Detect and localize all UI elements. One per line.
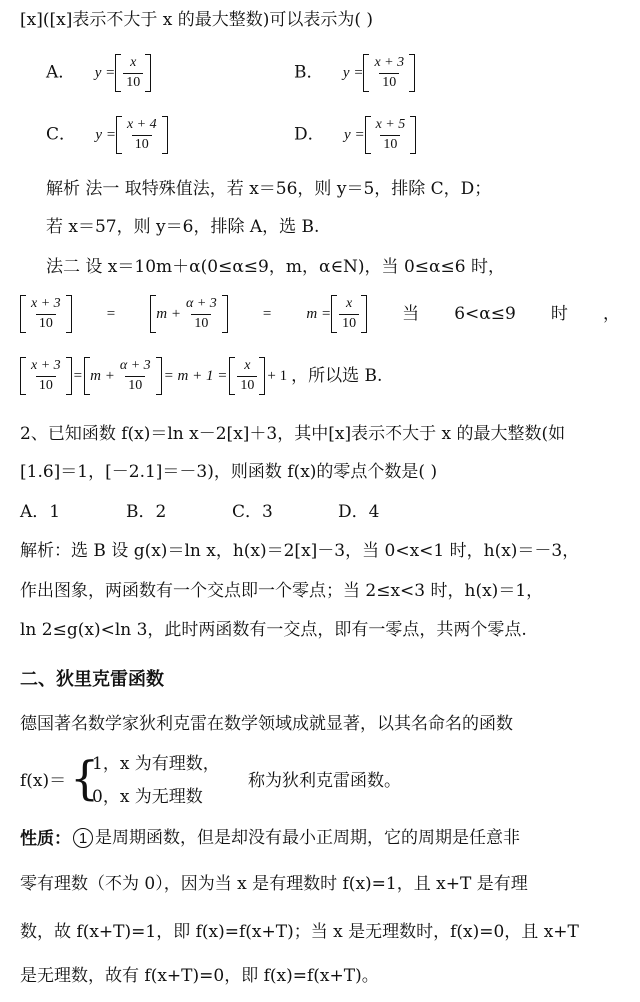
- q2-option-b: B．2: [126, 502, 167, 522]
- property-line-4: 是无理数，故有 f(x+T)=0，即 f(x)=f(x+T)。: [20, 966, 379, 986]
- option-lhs: y =: [95, 126, 116, 143]
- property-line-3: 数，故 f(x+T)=1，即 f(x)=f(x+T)；当 x 是无理数时，f(x)=0，且 x+T: [20, 922, 579, 942]
- frac-denominator: 10: [36, 314, 56, 332]
- fx-label: f(x)＝: [20, 771, 67, 791]
- conclusion: ，所以选 B.: [291, 365, 383, 386]
- frac-denominator: 10: [379, 73, 399, 91]
- frac-numerator: x: [345, 295, 353, 311]
- frac-numerator: x + 4: [126, 116, 157, 132]
- q2-option-c: C．3: [232, 502, 273, 522]
- q1-option-b: [294, 54, 415, 92]
- option-lhs: y =: [342, 64, 364, 81]
- dirichlet-named: 称为狄利克雷函数。: [248, 771, 401, 791]
- frac-denominator: 10: [125, 376, 145, 394]
- q1-math-line-2: [20, 357, 382, 395]
- frac-denominator: 10: [191, 314, 211, 332]
- frac-numerator: x + 3: [374, 54, 405, 70]
- option-label: D．: [294, 124, 325, 145]
- frac-numerator: α + 3: [185, 295, 217, 311]
- circled-number: 1: [73, 828, 93, 848]
- property-line-2: 零有理数（不为 0），因为当 x 是有理数时 f(x)=1，且 x+T 是有理: [20, 874, 528, 894]
- case-irrational: 0，x 为无理数: [92, 787, 203, 807]
- m-plus: m +: [90, 367, 115, 384]
- q2-stem-line-2: [1.6]＝1，[－2.1]＝－3)，则函数 f(x)的零点个数是( ): [20, 462, 438, 482]
- frac-numerator: x + 3: [31, 357, 61, 373]
- property-line-1: [20, 828, 520, 848]
- frac-denominator: 10: [36, 376, 56, 394]
- comma: ，: [602, 303, 620, 324]
- q2-stem-line-1: 2、已知函数 f(x)＝ln x－2[x]＋3，其中[x]表示不大于 x 的最大整数(如: [20, 424, 566, 444]
- time-word: 时: [550, 303, 568, 324]
- when-word: 当: [402, 303, 420, 324]
- q2-option-d: D．4: [338, 502, 380, 522]
- q1-analysis-line-2: 若 x＝57，则 y＝6，排除 A，选 B.: [46, 217, 320, 237]
- q1-math-line-1: [20, 295, 620, 333]
- frac-numerator: x: [244, 357, 251, 373]
- frac-denominator: 10: [339, 314, 359, 332]
- condition: 6<α≤9: [454, 303, 516, 324]
- q2-analysis-line-1: 解析：选 B 设 g(x)＝ln x，h(x)＝2[x]－3，当 0<x<1 时，h(x)＝－3，: [20, 541, 580, 561]
- frac-denominator: 10: [380, 135, 400, 153]
- equals-sign: =: [262, 305, 272, 322]
- case-rational: 1，x 为有理数，: [92, 754, 220, 774]
- option-label: A．: [46, 62, 76, 83]
- frac-numerator: x + 5: [375, 116, 406, 132]
- section-intro: 德国著名数学家狄利克雷在数学领域成就显著，以其名命名的函数: [20, 714, 513, 734]
- equals-sign: =: [106, 305, 116, 322]
- equals-sign: =: [73, 367, 83, 384]
- section-title: 二、狄里克雷函数: [20, 669, 164, 689]
- q1-option-c: [46, 116, 168, 154]
- q2-option-a: A．1: [20, 502, 61, 522]
- property-label: 性质：: [20, 828, 71, 848]
- option-label: B．: [294, 62, 324, 83]
- q2-analysis-line-3: ln 2≤g(x)<ln 3，此时两函数有一交点，即有一零点，共两个零点.: [20, 620, 527, 640]
- left-brace: {: [70, 751, 100, 805]
- q1-option-d: [294, 116, 416, 154]
- frac-numerator: x: [130, 54, 137, 70]
- frac-numerator: x + 3: [31, 295, 61, 311]
- option-label: C．: [46, 124, 77, 145]
- m-plus: m +: [156, 305, 181, 322]
- m-equals: m =: [306, 305, 332, 322]
- plus-one: + 1: [267, 367, 288, 384]
- property-text: 是周期函数，但是却没有最小正周期，它的周期是任意非: [95, 827, 520, 848]
- option-lhs: y =: [94, 64, 116, 81]
- q1-analysis-line-1: 解析 法一 取特殊值法，若 x＝56，则 y＝5，排除 C，D；: [46, 179, 492, 199]
- q2-analysis-line-2: 作出图象，两函数有一个交点即一个零点；当 2≤x<3 时，h(x)＝1，: [20, 581, 544, 601]
- q1-stem: [x]([x]表示不大于 x 的最大整数)可以表示为( ): [20, 10, 374, 30]
- frac-denominator: 10: [132, 135, 152, 153]
- q1-analysis-line-3: 法二 设 x＝10m＋α(0≤α≤9，m，α∈N)，当 0≤α≤6 时，: [46, 257, 505, 277]
- q1-option-a: [46, 54, 151, 92]
- equals-m-plus-one: = m + 1 =: [163, 367, 228, 384]
- frac-denominator: 10: [237, 376, 257, 394]
- option-lhs: y =: [344, 126, 365, 143]
- frac-denominator: 10: [123, 73, 143, 91]
- frac-numerator: α + 3: [119, 357, 151, 373]
